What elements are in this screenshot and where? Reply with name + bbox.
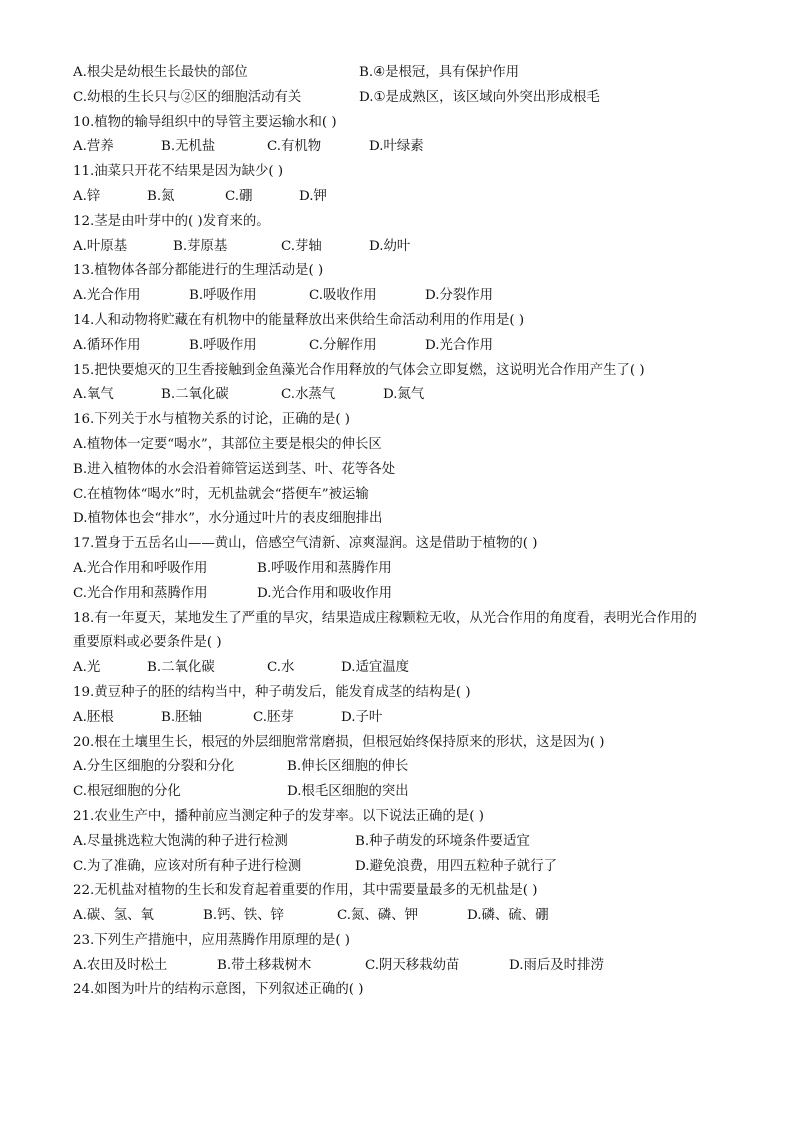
- q15-options-option-3: D.氮气: [383, 387, 425, 403]
- q10-options-option-2: C.有机物: [267, 139, 322, 155]
- q20-row2-option-0: C.根冠细胞的分化: [73, 784, 181, 800]
- q17-stem: 17.置身于五岳名山——黄山，倍感空气清新、凉爽湿润。这是借助于植物的( ): [73, 536, 538, 552]
- q16-c: C.在植物体“喝水”时，无机盐就会“搭便车”被运输: [73, 486, 369, 502]
- q17-row1-option-1: B.呼吸作用和蒸腾作用: [257, 560, 392, 576]
- q12-options-option-0: A.叶原基: [73, 238, 128, 254]
- q10-options: [73, 135, 733, 160]
- q18-options-option-3: D.适宜温度: [341, 660, 410, 676]
- q19-options-option-1: B.胚轴: [161, 709, 202, 725]
- q20-row2-option-1: D.根毛区细胞的突出: [287, 784, 409, 800]
- q11-options-option-0: A.锌: [73, 188, 101, 204]
- question-list: [73, 61, 733, 1003]
- q19-options: [73, 706, 733, 731]
- q13-options-option-2: C.吸收作用: [309, 288, 377, 304]
- q17-row2-option-1: D.光合作用和吸收作用: [257, 585, 393, 601]
- q15-options-option-1: B.二氧化碳: [161, 387, 229, 403]
- q14-options-option-0: A.循环作用: [73, 337, 141, 353]
- q12-options-option-1: B.芽原基: [173, 238, 228, 254]
- q11-options: [73, 185, 733, 210]
- q23-options-option-1: B.带土移栽树木: [217, 957, 312, 973]
- q14-options-option-2: C.分解作用: [309, 337, 377, 353]
- q12-options-option-3: D.幼叶: [369, 238, 411, 254]
- q20-row1-option-0: A.分生区细胞的分裂和分化: [73, 759, 235, 775]
- q16-stem: 16.下列关于水与植物关系的讨论，正确的是( ): [73, 412, 351, 428]
- q20-row1-option-1: B.伸长区细胞的伸长: [287, 759, 409, 775]
- q18-options-option-1: B.二氧化碳: [147, 660, 215, 676]
- q13-stem: 13.植物体各部分都能进行的生理活动是( ): [73, 263, 324, 279]
- q14-stem: 14.人和动物将贮藏在有机物中的能量释放出来供给生命活动利用的作用是( ): [73, 312, 525, 328]
- q23-options-option-3: D.雨后及时排涝: [509, 957, 604, 973]
- q22-options-option-2: C.氮、磷、钾: [337, 908, 418, 924]
- q22-options: [73, 904, 733, 929]
- q23-options-option-2: C.阴天移栽幼苗: [365, 957, 460, 973]
- q10-options-option-1: B.无机盐: [161, 139, 216, 155]
- q18-cont-stem: 重要原料或必要条件是( ): [73, 635, 222, 651]
- q24-stem: 24.如图为叶片的结构示意图，下列叙述正确的( ): [73, 982, 364, 998]
- q21-stem: 21.农业生产中，播种前应当测定种子的发芽率。以下说法正确的是( ): [73, 808, 484, 824]
- q13-options-option-1: B.呼吸作用: [189, 288, 257, 304]
- q9-row2-option-1: D.①是成熟区，该区域向外突出形成根毛: [359, 89, 600, 105]
- q14-options-option-1: B.呼吸作用: [189, 337, 257, 353]
- q19-stem: 19.黄豆种子的胚的结构当中，种子萌发后，能发育成茎的结构是( ): [73, 684, 471, 700]
- q21-row1-option-1: B.种子萌发的环境条件要适宜: [355, 833, 530, 849]
- q9-row2: [73, 86, 733, 111]
- q11-options-option-2: C.硼: [225, 188, 253, 204]
- q18-stem: 18.有一年夏天，某地发生了严重的旱灾，结果造成庄稼颗粒无收，从光合作用的角度看，表明光合作用的: [73, 610, 697, 626]
- q11-stem: 11.油菜只开花不结果是因为缺少( ): [73, 164, 284, 180]
- q19-options-option-3: D.子叶: [341, 709, 383, 725]
- q9-row1: [73, 61, 733, 86]
- q9-row1-option-1: B.④是根冠，具有保护作用: [359, 65, 520, 80]
- q10-stem: 10.植物的输导组织中的导管主要运输水和( ): [73, 114, 337, 130]
- q12-options: [73, 235, 733, 260]
- q13-options: [73, 284, 733, 309]
- q18-options: [73, 656, 733, 681]
- q22-options-option-0: A.碳、氢、氧: [73, 908, 154, 924]
- q11-options-option-3: D.钾: [299, 188, 327, 204]
- q10-options-option-0: A.营养: [73, 139, 114, 155]
- q16-a: A.植物体一定要“喝水”，其部位主要是根尖的伸长区: [73, 436, 382, 452]
- q15-options: [73, 383, 733, 408]
- q18-options-option-2: C.水: [267, 660, 295, 676]
- q22-options-option-3: D.磷、硫、硼: [467, 908, 549, 924]
- q21-row2-option-0: C.为了准确，应该对所有种子进行检测: [73, 858, 302, 874]
- q9-row2-option-0: C.幼根的生长只与②区的细胞活动有关: [73, 89, 302, 105]
- q16-d: D.植物体也会“排水”，水分通过叶片的表皮细胞排出: [73, 511, 383, 527]
- q14-options: [73, 334, 733, 359]
- q22-options-option-1: B.钙、铁、锌: [203, 908, 285, 924]
- q23-options: [73, 954, 733, 979]
- q13-options-option-0: A.光合作用: [73, 288, 141, 304]
- q13-options-option-3: D.分裂作用: [425, 288, 494, 304]
- q19-options-option-0: A.胚根: [73, 709, 114, 725]
- q16-b: B.进入植物体的水会沿着筛管运送到茎、叶、花等各处: [73, 461, 396, 477]
- q20-row1: [73, 755, 733, 780]
- q15-options-option-0: A.氧气: [73, 387, 114, 403]
- q21-row2-option-1: D.避免浪费，用四五粒种子就行了: [355, 858, 557, 874]
- q18-options-option-0: A.光: [73, 660, 101, 676]
- q21-row2: [73, 855, 733, 880]
- q15-stem: 15.把快要熄灭的卫生香接触到金鱼藻光合作用释放的气体会立即复燃，这说明光合作用产生了( ): [73, 362, 645, 378]
- q17-row2: [73, 582, 733, 607]
- q10-options-option-3: D.叶绿素: [369, 139, 424, 155]
- q20-row2: [73, 780, 733, 805]
- q12-options-option-2: C.芽轴: [281, 238, 322, 254]
- q12-stem: 12.茎是由叶芽中的( )发育来的。: [73, 213, 270, 229]
- q23-stem: 23.下列生产措施中，应用蒸腾作用原理的是( ): [73, 932, 351, 948]
- q11-options-option-1: B.氮: [147, 188, 175, 204]
- q9-row1-option-0: A.根尖是幼根生长最快的部位: [73, 65, 248, 80]
- q23-options-option-0: A.农田及时松土: [73, 957, 168, 973]
- q21-row1-option-0: A.尽量挑选粒大饱满的种子进行检测: [73, 833, 288, 849]
- q21-row1: [73, 830, 733, 855]
- q22-stem: 22.无机盐对植物的生长和发育起着重要的作用，其中需要量最多的无机盐是( ): [73, 883, 538, 899]
- q19-options-option-2: C.胚芽: [253, 709, 294, 725]
- q15-options-option-2: C.水蒸气: [281, 387, 336, 403]
- q17-row1: [73, 557, 733, 582]
- q17-row2-option-0: C.光合作用和蒸腾作用: [73, 585, 208, 601]
- q20-stem: 20.根在土壤里生长，根冠的外层细胞常常磨损，但根冠始终保持原来的形状，这是因为( ): [73, 734, 605, 750]
- q14-options-option-3: D.光合作用: [425, 337, 494, 353]
- q17-row1-option-0: A.光合作用和呼吸作用: [73, 560, 208, 576]
